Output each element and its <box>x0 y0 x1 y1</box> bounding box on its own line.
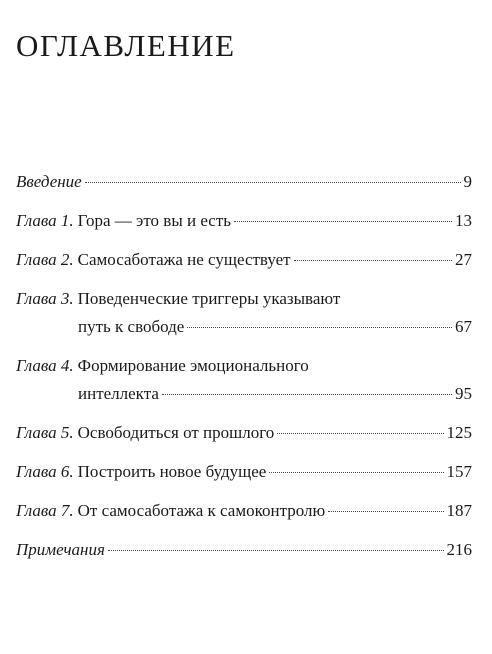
dot-leader <box>108 550 444 551</box>
dot-leader <box>162 394 452 395</box>
page-number: 187 <box>446 501 472 520</box>
toc-entry-chapter-4[interactable] <box>16 352 472 408</box>
dot-leader <box>269 472 443 473</box>
dot-leader <box>85 182 461 183</box>
dot-leader <box>234 221 452 222</box>
toc-entry-chapter-2[interactable] <box>16 246 472 274</box>
entry-label: Глава 2. <box>16 250 74 269</box>
entry-label: Глава 6. <box>16 462 74 481</box>
entry-label: Примечания <box>16 540 105 559</box>
page-number: 95 <box>455 384 472 403</box>
toc-entry-chapter-5[interactable] <box>16 419 472 447</box>
chapter-title: Самосаботажа не существует <box>77 250 291 269</box>
toc-list <box>16 168 472 559</box>
dot-leader <box>328 511 443 512</box>
toc-entry-chapter-3[interactable] <box>16 285 472 341</box>
toc-entry-chapter-6[interactable] <box>16 458 472 486</box>
toc-entry-notes[interactable] <box>16 536 472 564</box>
chapter-title-line-1: Формирование эмоционального <box>77 356 309 375</box>
entry-label: Введение <box>16 172 82 191</box>
dot-leader <box>187 327 452 328</box>
page-number: 125 <box>446 423 472 442</box>
entry-label: Глава 4. <box>16 356 74 375</box>
page-number: 9 <box>463 172 472 191</box>
page-number: 27 <box>455 250 472 269</box>
chapter-title: От самосаботажа к самоконтролю <box>77 501 326 520</box>
entry-label: Глава 1. <box>16 211 74 230</box>
entry-label: Глава 3. <box>16 289 74 308</box>
chapter-title-line-1: Поведенческие триггеры указывают <box>77 289 341 308</box>
toc-entry-chapter-1[interactable] <box>16 207 472 235</box>
page-number: 157 <box>446 462 472 481</box>
page-number: 13 <box>455 211 472 230</box>
dot-leader <box>277 433 443 434</box>
page-number: 216 <box>446 540 472 559</box>
dot-leader <box>294 260 452 261</box>
entry-label: Глава 5. <box>16 423 74 442</box>
chapter-title: Освободиться от прошлого <box>77 423 275 442</box>
toc-entry-introduction[interactable] <box>16 168 472 196</box>
page-title: ОГЛАВЛЕНИЕ <box>16 28 236 63</box>
toc-entry-chapter-7[interactable] <box>16 497 472 525</box>
chapter-title: Построить новое будущее <box>77 462 267 481</box>
chapter-title: Гора — это вы и есть <box>77 211 232 230</box>
chapter-title-line-2: путь к свободе <box>78 317 185 336</box>
page-number: 67 <box>455 317 472 336</box>
entry-label: Глава 7. <box>16 501 74 520</box>
chapter-title-line-2: интеллекта <box>78 384 159 403</box>
